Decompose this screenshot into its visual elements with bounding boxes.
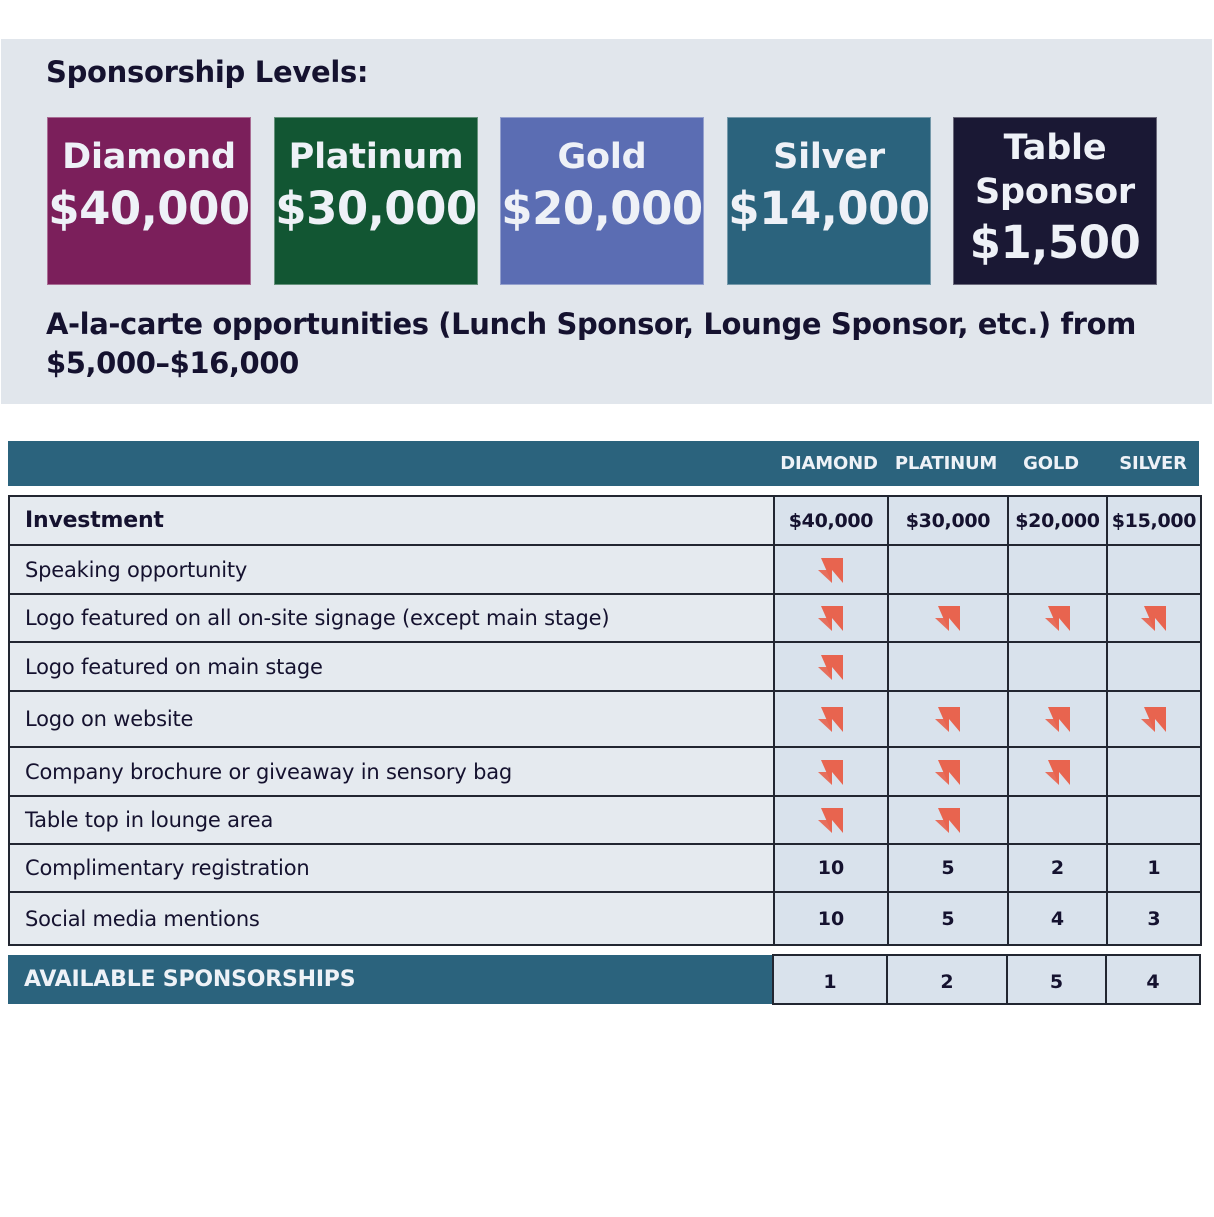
level-price: $40,000 (48, 182, 250, 235)
cell-silver: 1 (1107, 844, 1201, 892)
column-header-silver: SILVER (1119, 453, 1187, 474)
table-row (9, 545, 1201, 594)
level-card-diamond (47, 117, 251, 285)
available-sponsorships-row (8, 955, 1200, 1004)
table-row (9, 796, 1201, 844)
table-row (9, 642, 1201, 691)
cell-gold: $20,000 (1008, 496, 1107, 545)
included-check-icon (1043, 758, 1073, 786)
cell-platinum: 5 (888, 892, 1008, 945)
level-name: Silver (773, 137, 885, 177)
row-label: Company brochure or giveaway in sensory bag (9, 747, 774, 796)
column-header-platinum: PLATINUM (894, 453, 998, 474)
row-label: Logo on website (9, 691, 774, 747)
cell-platinum (888, 642, 1008, 691)
column-header-diamond: DIAMOND (780, 453, 878, 474)
included-check-icon (933, 758, 963, 786)
available-silver: 4 (1106, 955, 1200, 1004)
alacarte-note (46, 305, 1186, 383)
level-price: $20,000 (501, 182, 703, 235)
levels-title: Sponsorship Levels: (46, 55, 369, 89)
table-row (9, 594, 1201, 642)
level-price: $1,500 (969, 216, 1141, 269)
cell-gold: 4 (1008, 892, 1107, 945)
cell-platinum (888, 545, 1008, 594)
cell-platinum (888, 796, 1008, 844)
cell-gold (1008, 545, 1107, 594)
level-name: Diamond (62, 137, 236, 177)
available-diamond: 1 (773, 955, 887, 1004)
column-header-bar (8, 441, 1199, 486)
level-card-silver (727, 117, 931, 285)
included-check-icon (816, 806, 846, 834)
row-label: Table top in lounge area (9, 796, 774, 844)
cell-gold (1008, 642, 1107, 691)
table-row (9, 691, 1201, 747)
row-label: Investment (9, 496, 774, 545)
cell-diamond (774, 691, 888, 747)
included-check-icon (933, 705, 963, 733)
level-name: Platinum (288, 137, 464, 177)
included-check-icon (1139, 705, 1169, 733)
row-label: Social media mentions (9, 892, 774, 945)
included-check-icon (816, 705, 846, 733)
level-price: $14,000 (728, 182, 930, 235)
available-sponsorships-label: AVAILABLE SPONSORSHIPS (8, 955, 773, 1004)
column-header-gold: GOLD (1023, 453, 1079, 474)
cell-diamond (774, 642, 888, 691)
level-name-line1: Table (1003, 128, 1107, 168)
table-row (9, 844, 1201, 892)
alacarte-line2: $5,000–$16,000 (46, 346, 299, 380)
level-card-gold (500, 117, 704, 285)
cell-diamond: 10 (774, 844, 888, 892)
included-check-icon (816, 556, 846, 584)
cell-silver (1107, 642, 1201, 691)
cell-silver (1107, 545, 1201, 594)
cell-silver (1107, 594, 1201, 642)
level-card-table-sponsor (953, 117, 1157, 285)
row-label: Complimentary registration (9, 844, 774, 892)
included-check-icon (816, 653, 846, 681)
alacarte-line1: A-la-carte opportunities (Lunch Sponsor, Lounge Sponsor, etc.) from (46, 307, 1136, 341)
included-check-icon (933, 806, 963, 834)
cell-gold: 2 (1008, 844, 1107, 892)
included-check-icon (816, 604, 846, 632)
cell-silver (1107, 796, 1201, 844)
available-platinum: 2 (887, 955, 1007, 1004)
benefits-table (8, 495, 1202, 946)
cell-platinum (888, 691, 1008, 747)
cell-silver (1107, 747, 1201, 796)
cell-gold (1008, 691, 1107, 747)
included-check-icon (1139, 604, 1169, 632)
cell-diamond (774, 747, 888, 796)
cell-silver (1107, 691, 1201, 747)
cell-diamond: 10 (774, 892, 888, 945)
included-check-icon (1043, 604, 1073, 632)
cell-diamond: $40,000 (774, 496, 888, 545)
level-price: $30,000 (275, 182, 477, 235)
available-gold: 5 (1007, 955, 1106, 1004)
cell-silver: $15,000 (1107, 496, 1201, 545)
table-row (9, 496, 1201, 545)
level-name (975, 126, 1135, 214)
available-sponsorships-table (8, 954, 1201, 1005)
sponsorship-levels-panel (1, 39, 1212, 404)
cell-gold (1008, 796, 1107, 844)
level-card-platinum (274, 117, 478, 285)
cell-platinum (888, 747, 1008, 796)
included-check-icon (1043, 705, 1073, 733)
cell-platinum (888, 594, 1008, 642)
table-row (9, 747, 1201, 796)
cell-diamond (774, 796, 888, 844)
included-check-icon (933, 604, 963, 632)
cell-diamond (774, 594, 888, 642)
level-name-line2: Sponsor (975, 172, 1135, 212)
cell-platinum: $30,000 (888, 496, 1008, 545)
row-label: Speaking opportunity (9, 545, 774, 594)
level-name: Gold (557, 137, 647, 177)
cell-gold (1008, 594, 1107, 642)
cell-silver: 3 (1107, 892, 1201, 945)
cell-diamond (774, 545, 888, 594)
row-label: Logo featured on main stage (9, 642, 774, 691)
row-label: Logo featured on all on-site signage (except main stage) (9, 594, 774, 642)
cell-platinum: 5 (888, 844, 1008, 892)
included-check-icon (816, 758, 846, 786)
table-row (9, 892, 1201, 945)
cell-gold (1008, 747, 1107, 796)
